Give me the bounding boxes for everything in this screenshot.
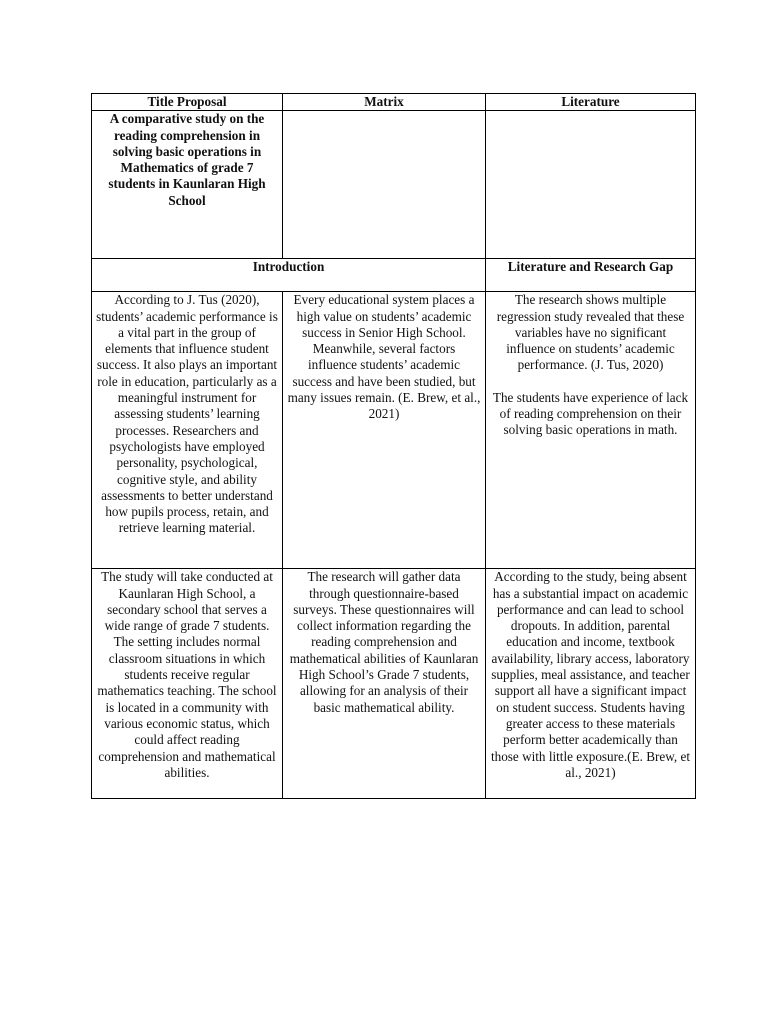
section-introduction: Introduction <box>92 259 486 292</box>
row1-col2-text: Every educational system places a high value on students’ academic success in Senior High School. Meanwhile, several factors influence students’ academic success and have been studied, but many issues remain. (E. Brew, et al., 2021) <box>283 292 486 569</box>
row1-col3-paragraph-2: The students have experience of lack of reading comprehension on their solving basic operations in math. <box>492 389 689 438</box>
header-title-proposal: Title Proposal <box>92 94 283 111</box>
row2-col3-text: According to the study, being absent has a substantial impact on academic performance and can lead to school dropouts. In addition, parental education and income, textbook availability, library access, laboratory supplies, meal assistance, and teacher support all have a significant impact on student success. Students having greater access to these materials perform better academically than those with little exposure.(E. Brew, et al., 2021) <box>486 569 696 799</box>
section-header-row <box>92 259 696 292</box>
row2-col2-text: The research will gather data through questionnaire-based surveys. These questionnaires will collect information regarding the reading comprehension and mathematical abilities of Kaunlaran High School’s Grade 7 students, allowing for an analysis of their basic mathematical ability. <box>283 569 486 799</box>
matrix-empty-cell <box>283 111 486 259</box>
row1-col3-cell <box>486 292 696 569</box>
proposal-title: A comparative study on the reading comprehension in solving basic operations in Mathematics of grade 7 students in Kaunlaran High School <box>108 111 266 208</box>
literature-empty-cell <box>486 111 696 259</box>
table-row <box>92 569 696 799</box>
table-header-row <box>92 94 696 111</box>
header-literature: Literature <box>486 94 696 111</box>
table-row <box>92 292 696 569</box>
research-matrix-table <box>91 93 696 799</box>
header-matrix: Matrix <box>283 94 486 111</box>
row1-col3-paragraph-1: The research shows multiple regression study revealed that these variables have no significant influence on students’ academic performance. (J. Tus, 2020) <box>496 292 685 373</box>
row2-col1-text: The study will take conducted at Kaunlaran High School, a secondary school that serves a wide range of grade 7 students. The setting includes normal classroom situations in which students receive regular mathematics teaching. The school is located in a community with various economic status, which could affect reading comprehension and mathematical abilities. <box>92 569 283 799</box>
title-row <box>92 111 696 259</box>
row1-col1-text: According to J. Tus (2020), students’ academic performance is a vital part in the group of elements that influence student success. It also plays an important role in education, particularly as a meaningful instrument for assessing students’ learning processes. Researchers and psychologists have employed personality, psychological, cognitive style, and ability assessments to better understand how pupils process, retain, and retrieve learning material. <box>92 292 283 569</box>
paragraph-gap <box>490 374 691 390</box>
title-proposal-cell <box>92 111 283 259</box>
section-literature-gap: Literature and Research Gap <box>486 259 696 292</box>
